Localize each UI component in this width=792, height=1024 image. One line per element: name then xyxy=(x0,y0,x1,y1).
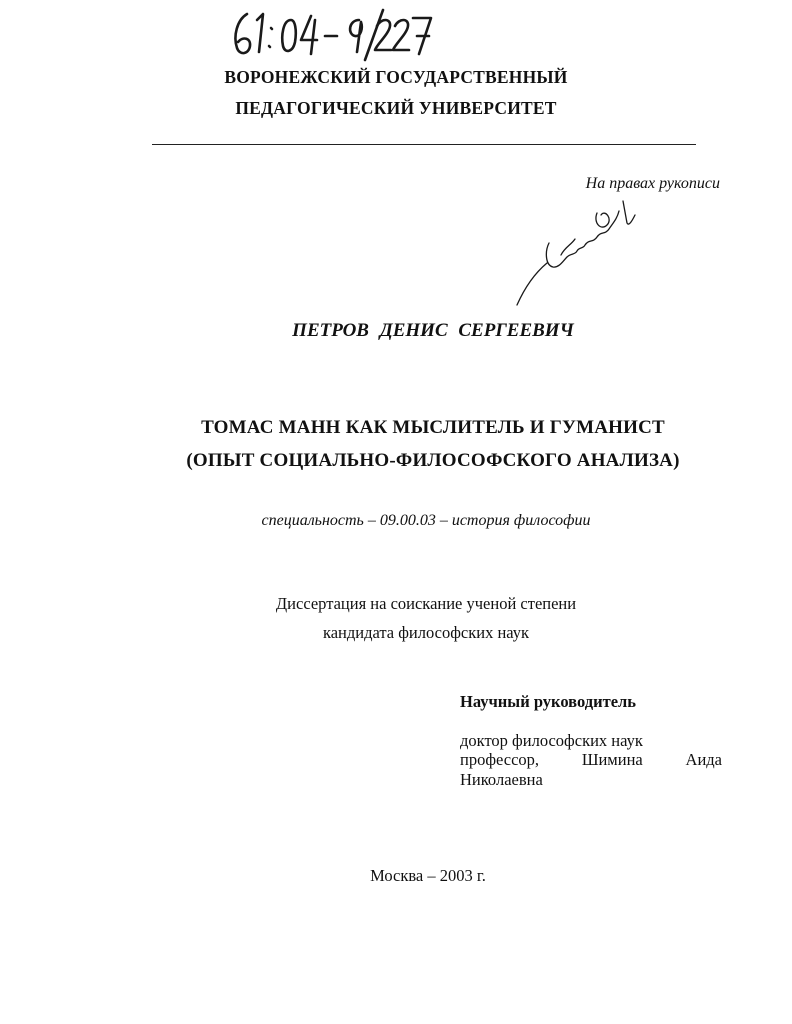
author-signature xyxy=(505,195,640,310)
supervisor-rank: профессор, xyxy=(460,750,540,769)
header-divider xyxy=(152,144,696,145)
supervisor-first-name: Аида xyxy=(685,750,722,769)
dissertation-title-line1: ТОМАС МАНН КАК МЫСЛИТЕЛЬ И ГУМАНИСТ xyxy=(201,417,665,438)
supervisor-heading: Научный руководитель xyxy=(460,692,636,711)
city-year: Москва – 2003 г. xyxy=(370,866,486,885)
specialty: специальность – 09.00.03 – история философии xyxy=(261,512,591,529)
supervisor-surname: Шимина xyxy=(581,750,643,769)
university-name-line2: ПЕДАГОГИЧЕСКИЙ УНИВЕРСИТЕТ xyxy=(235,98,557,118)
archive-number-handwritten xyxy=(225,6,445,62)
archive-number-handwriting-image xyxy=(225,6,445,62)
manuscript-rights-note: На правах рукописи xyxy=(585,175,720,192)
supervisor-degree: доктор философских наук xyxy=(460,731,643,750)
supervisor-patronymic: Николаевна xyxy=(460,770,543,789)
dissertation-degree-line2: кандидата философских наук xyxy=(322,623,530,642)
author-name: ПЕТРОВ ДЕНИС СЕРГЕЕВИЧ xyxy=(292,320,574,341)
archive-number-text xyxy=(225,6,445,7)
dissertation-degree-line1: Диссертация на соискание ученой степени xyxy=(275,594,577,613)
university-name-line1: ВОРОНЕЖСКИЙ ГОСУДАРСТВЕННЫЙ xyxy=(224,67,568,87)
dissertation-title-line2: (ОПЫТ СОЦИАЛЬНО-ФИЛОСОФСКОГО АНАЛИЗА) xyxy=(186,450,680,471)
supervisor-name-line xyxy=(460,750,722,770)
